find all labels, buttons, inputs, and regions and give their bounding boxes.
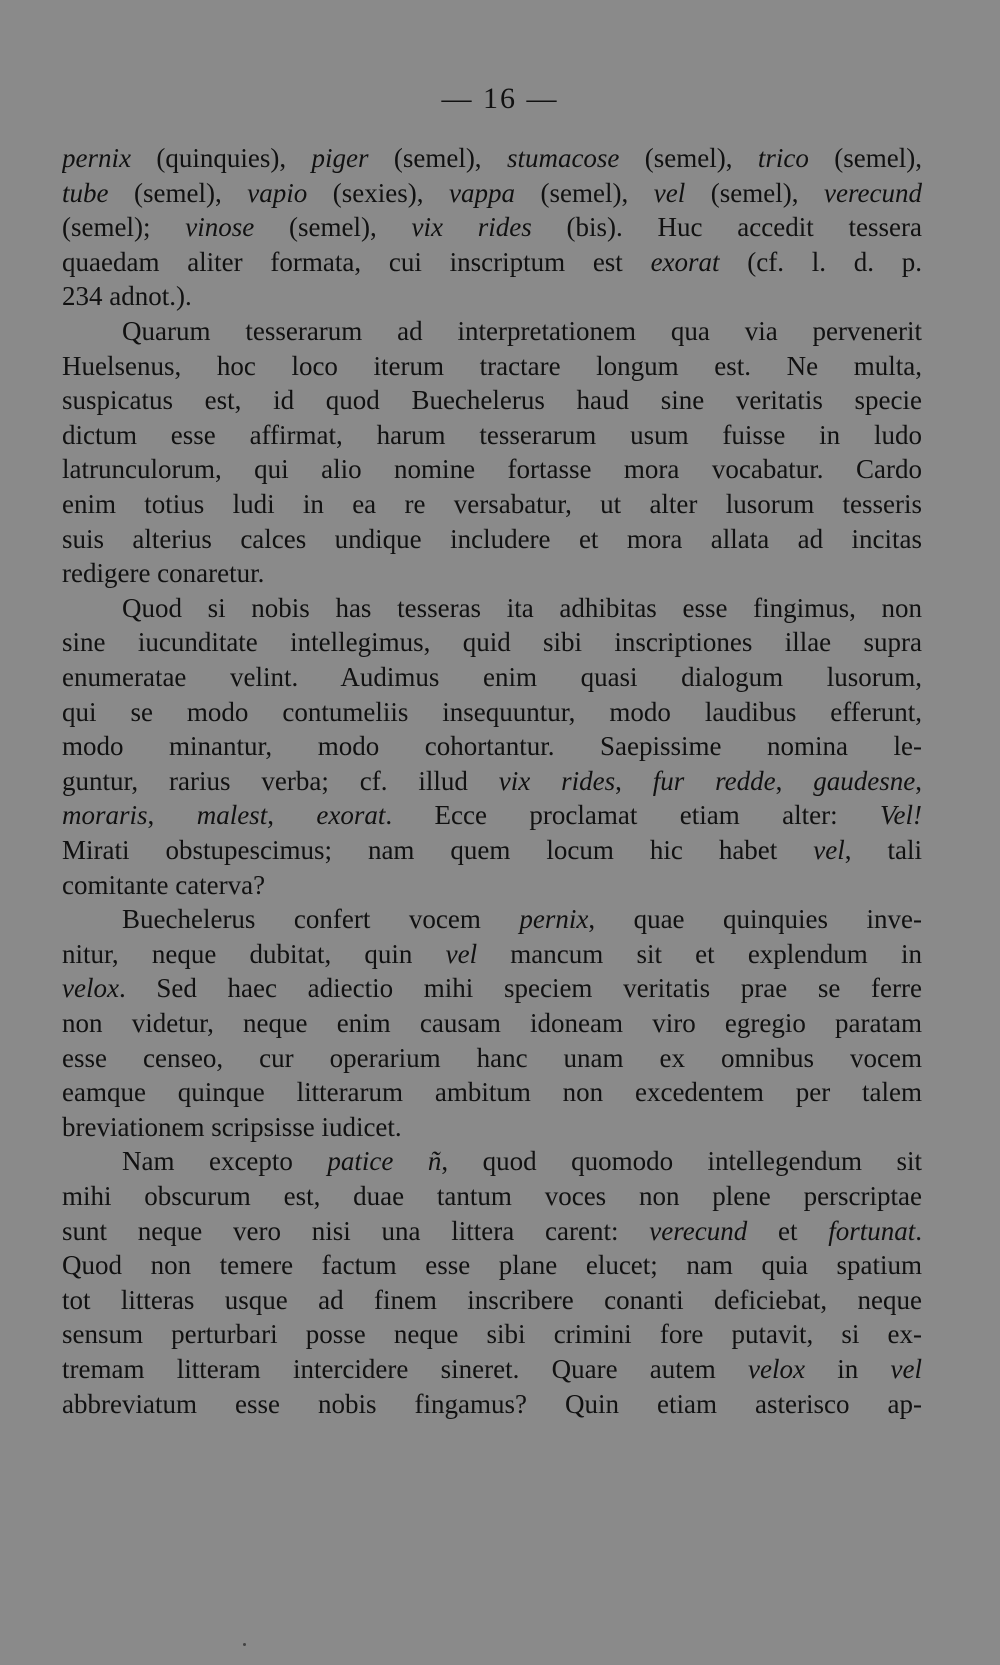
text-span: qui se modo contumeliis insequuntur, modo laudibus efferunt, — [62, 696, 922, 727]
italic-term: gaudesne — [813, 765, 916, 796]
italic-term: velox — [748, 1354, 805, 1384]
text-span: , quae quinquies inve- — [588, 904, 922, 935]
text-span: Buechelerus confert vocem — [122, 904, 520, 935]
text-span: esse censeo, cur operarium hanc unam ex omnibus vocem — [62, 1042, 922, 1073]
text-span: (semel), — [685, 177, 825, 208]
text-span: (semel), — [808, 143, 922, 173]
text-line — [62, 140, 922, 176]
italic-term: pernix — [62, 143, 131, 173]
text-span: in — [805, 1354, 891, 1384]
text-span: Mirati obstupescimus; nam quem locum hic habet — [62, 835, 814, 865]
text-span: latrunculorum, qui alio nomine fortasse mora vocabatur. Cardo — [62, 454, 922, 485]
text-line — [62, 728, 922, 764]
text-span: Quarum tesserarum ad interpretationem qua via pervenerit — [122, 316, 922, 346]
text-span: . — [915, 1215, 922, 1246]
paper-speck — [243, 1643, 246, 1646]
text-span: dictum esse affirmat, harum tesserarum usum fuisse in ludo — [62, 419, 922, 450]
text-span: , — [267, 800, 317, 831]
text-span: (semel), — [108, 177, 248, 208]
text-span: (cf. l. d. p. — [719, 246, 922, 277]
italic-term: vel — [813, 835, 845, 865]
text-span: (semel), — [619, 143, 758, 173]
text-line — [62, 451, 922, 487]
text-span: et — [747, 1215, 829, 1246]
text-line — [62, 936, 922, 972]
text-span: sunt neque vero nisi una littera carent: — [62, 1215, 650, 1246]
italic-term: malest — [196, 800, 268, 831]
text-line — [62, 1386, 922, 1422]
text-span: quaedam aliter formata, cui inscriptum est — [62, 246, 651, 277]
text-span: (bis). Huc accedit tessera — [531, 212, 922, 243]
text-line — [62, 1282, 922, 1318]
text-span: , — [147, 800, 197, 831]
italic-term: patice ñ — [327, 1146, 442, 1177]
text-span: , — [915, 765, 922, 796]
text-span: abbreviatum esse nobis fingamus? Quin etiam asterisco ap- — [62, 1388, 922, 1419]
italic-term: moraris — [62, 800, 148, 831]
text-line — [62, 694, 922, 730]
text-span: , quod quomodo intellegendum sit — [441, 1146, 922, 1177]
text-span: breviationem scripsisse iudicet. — [62, 1111, 402, 1142]
text-line — [62, 1040, 922, 1076]
text-span: Quod si nobis has tesseras ita adhibitas esse fingimus, non — [122, 592, 922, 623]
text-line — [62, 624, 922, 660]
italic-term: vel — [445, 938, 478, 969]
text-line — [122, 1143, 922, 1179]
text-span: (semel), — [254, 212, 412, 243]
italic-term: verecund — [649, 1215, 748, 1246]
italic-term: vel — [653, 177, 686, 208]
italic-term: vix rides — [411, 212, 532, 243]
text-line — [62, 1109, 922, 1145]
italic-term: fur redde — [652, 765, 776, 796]
text-line — [62, 348, 922, 384]
text-span: , — [775, 765, 814, 796]
text-line — [62, 244, 922, 280]
text-span: suis alterius calces undique includere et mora allata ad incitas — [62, 523, 922, 554]
text-span: enim totius ludi in ea re versabatur, ut alter lusorum tesseris — [62, 489, 922, 519]
text-span: (semel); — [62, 212, 186, 243]
italic-term: vapio — [247, 177, 308, 208]
text-line — [62, 1351, 922, 1387]
text-span: 234 adnot.). — [62, 281, 192, 312]
text-span: modo minantur, modo cohortantur. Saepissime nomina le- — [62, 731, 922, 762]
text-line — [122, 590, 922, 626]
text-line — [62, 382, 922, 418]
text-line — [62, 417, 922, 453]
page-number: — 16 — — [441, 82, 559, 115]
text-line — [62, 832, 922, 868]
text-span: tot litteras usque ad finem inscribere conanti deficiebat, neque — [62, 1284, 922, 1315]
text-span: guntur, rarius verba; cf. illud — [62, 765, 499, 796]
text-line — [122, 313, 922, 349]
italic-term: vel — [890, 1354, 922, 1384]
text-span: , tali — [844, 835, 922, 865]
italic-term: velox — [62, 973, 119, 1004]
italic-term: verecund — [824, 177, 922, 208]
text-span: tremam litteram intercidere sineret. Quare autem — [62, 1354, 749, 1384]
text-line — [62, 278, 922, 314]
italic-term: piger — [311, 143, 369, 173]
text-span: Huelsenus, hoc loco iterum tractare longum est. Ne multa, — [62, 350, 922, 381]
italic-term: exorat — [650, 246, 720, 277]
text-span: enumeratae velint. Audimus enim quasi dialogum lusorum, — [62, 662, 922, 692]
text-span: redigere conaretur. — [62, 558, 265, 589]
text-line — [62, 867, 922, 903]
text-span: mancum sit et explendum in — [477, 938, 922, 969]
text-line — [62, 486, 922, 522]
text-line — [62, 175, 922, 211]
italic-term: trico — [757, 143, 809, 173]
text-line — [62, 1005, 922, 1041]
text-span: Nam excepto — [122, 1146, 328, 1177]
text-span: (semel), — [515, 177, 654, 208]
text-span: sensum perturbari posse neque sibi crimini fore putavit, si ex- — [62, 1319, 922, 1350]
text-span: (sexies), — [307, 177, 450, 208]
italic-term: fortunat — [828, 1215, 916, 1246]
text-span: suspicatus est, id quod Buechelerus haud sine veritatis specie — [62, 385, 922, 416]
text-span: . Ecce proclamat etiam alter: — [385, 800, 881, 831]
text-line — [62, 1074, 922, 1110]
italic-term: pernix — [519, 904, 589, 935]
text-line — [62, 555, 922, 591]
text-span: comitante caterva? — [62, 869, 266, 900]
italic-term: stumacose — [506, 143, 620, 173]
text-span: (quinquies), — [130, 143, 312, 173]
text-span: Quod non temere factum esse plane elucet; nam quia spatium — [62, 1250, 922, 1281]
text-line — [62, 763, 922, 799]
text-span: , — [615, 765, 653, 796]
text-span: non videtur, neque enim causam idoneam viro egregio paratam — [62, 1008, 922, 1038]
italic-term: vinose — [185, 212, 255, 243]
italic-term: Vel! — [880, 800, 922, 831]
text-span: sine iucunditate intellegimus, quid sibi inscriptiones illae supra — [62, 627, 922, 658]
text-line — [62, 797, 922, 833]
text-span: . Sed haec adiectio mihi speciem veritatis prae se ferre — [118, 973, 922, 1004]
text-span: nitur, neque dubitat, quin — [62, 938, 446, 969]
italic-term: vix rides — [498, 765, 616, 796]
text-span: mihi obscurum est, duae tantum voces non plene perscriptae — [62, 1181, 922, 1211]
text-line — [62, 659, 922, 695]
text-line — [62, 1213, 922, 1249]
text-span: (semel), — [368, 143, 507, 173]
italic-term: tube — [62, 177, 109, 208]
text-line — [62, 209, 922, 245]
text-line — [62, 521, 922, 557]
text-line — [62, 970, 922, 1006]
italic-term: exorat — [316, 800, 386, 831]
text-line — [62, 1178, 922, 1214]
text-line — [122, 901, 922, 937]
text-span: eamque quinque litterarum ambitum non excedentem per talem — [62, 1077, 922, 1108]
text-line — [62, 1316, 922, 1352]
italic-term: vappa — [449, 177, 516, 208]
text-line — [62, 1247, 922, 1283]
